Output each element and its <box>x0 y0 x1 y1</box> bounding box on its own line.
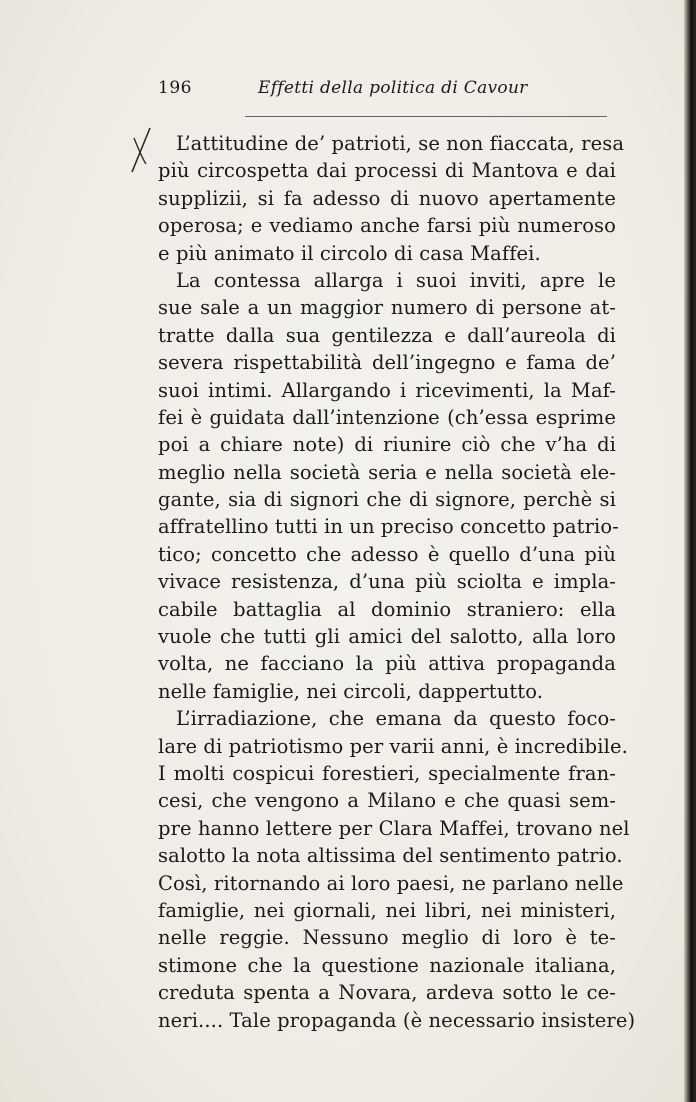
text-line: nelle famiglie, nei circoli, dappertutto. <box>158 679 544 703</box>
handwritten-x-mark-icon <box>120 124 160 184</box>
text-line: operosa; e vediamo anche farsi più numeroso <box>158 214 616 238</box>
text-line: affratellino tutti in un preciso concetto patrio- <box>158 515 619 539</box>
header-rule <box>245 116 607 117</box>
text-line: vivace resistenza, d’una più sciolta e impla- <box>158 570 616 594</box>
text-line: suoi intimi. Allargando i ricevimenti, la Maf- <box>158 378 616 402</box>
text-line: severa rispettabilità dell’ingegno e fama de’ <box>158 351 616 375</box>
text-line: cesi, che vengono a Milano e che quasi sem- <box>158 789 616 813</box>
text-line: tico; concetto che adesso è quello d’una più <box>158 542 616 566</box>
text-line: nelle reggie. Nessuno meglio di loro è te- <box>158 926 616 950</box>
text-line: I molti cospicui forestieri, specialmente fran- <box>158 761 616 785</box>
text-line: L’irradiazione, che emana da questo foco- <box>176 707 616 731</box>
page-header <box>158 74 610 104</box>
text-line: vuole che tutti gli amici del salotto, alla loro <box>158 625 616 649</box>
text-line: La contessa allarga i suoi inviti, apre le <box>176 268 616 292</box>
binding-edge <box>684 0 696 1102</box>
text-line: creduta spenta a Novara, ardeva sotto le ce- <box>158 981 616 1005</box>
text-line: fei è guidata dall’intenzione (ch’essa esprime <box>158 405 616 429</box>
text-line: Così, ritornando ai loro paesi, ne parlano nelle <box>158 871 624 895</box>
text-line: meglio nella società seria e nella società ele- <box>158 460 616 484</box>
text-line: volta, ne facciano la più attiva propaganda <box>158 652 616 676</box>
text-line: lare di patriotismo per varii anni, è incredibile. <box>158 734 628 758</box>
text-line: e più animato il circolo di casa Maffei. <box>158 241 541 265</box>
text-line: pre hanno lettere per Clara Maffei, trovano nel <box>158 816 630 840</box>
page-number: 196 <box>158 78 192 98</box>
text-line: gante, sia di signori che di signore, perchè si <box>158 488 616 512</box>
text-line: supplizii, si fa adesso di nuovo apertamente <box>158 186 616 210</box>
text-line: tratte dalla sua gentilezza e dall’aureola di <box>158 323 616 347</box>
text-line: più circospetta dai processi di Mantova e dai <box>158 159 616 183</box>
text-line: stimone che la questione nazionale italiana, <box>158 953 616 977</box>
text-line: salotto la nota altissima del sentimento patrio. <box>158 844 623 868</box>
text-line: poi a chiare note) di riunire ciò che v’ha di <box>158 433 616 457</box>
text-line: famiglie, nei giornali, nei libri, nei ministeri, <box>158 898 616 922</box>
text-line: L’attitudine de’ patrioti, se non fiaccata, resa <box>176 132 625 155</box>
text-line: neri.... Tale propaganda (è necessario insistere) <box>158 1008 636 1032</box>
body-text <box>158 130 636 1090</box>
text-line: cabile battaglia al dominio straniero: ella <box>158 597 616 621</box>
running-title: Effetti della politica di Cavour <box>258 78 528 98</box>
text-line: sue sale a un maggior numero di persone at- <box>158 296 616 320</box>
